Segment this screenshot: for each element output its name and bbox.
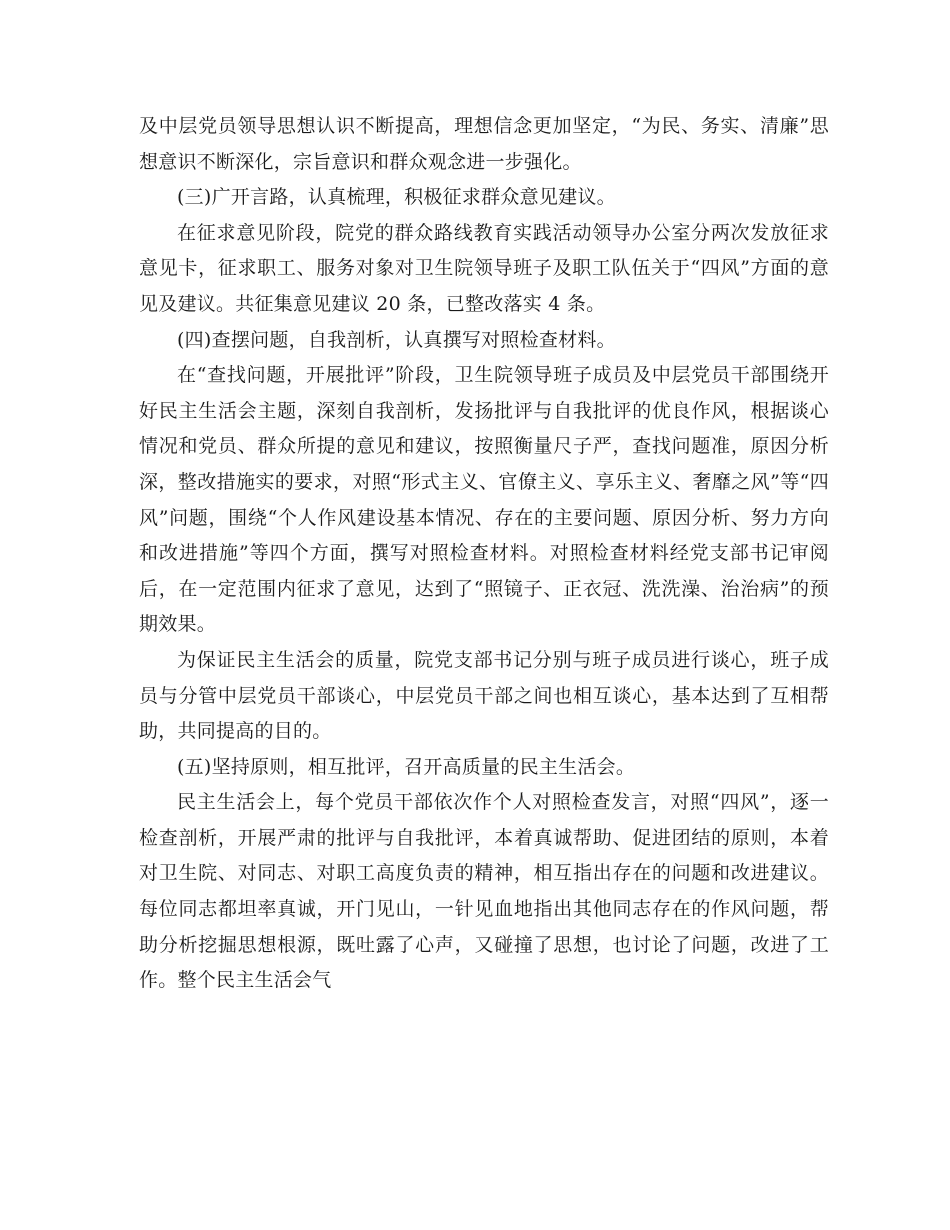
section-heading-4: (四)查摆问题，自我剖析，认真撰写对照检查材料。: [177, 328, 616, 351]
paragraph-solicit-opinions: 在征求意见阶段，院党的群众路线教育实践活动领导办公室分两次发放征求意见卡，征求职工、服务对象对卫生院领导班子及职工队伍关于“四风”方面的意见及建议。共征集意见建议 20 条，已整改落实 4 条。: [139, 221, 829, 315]
section-heading-5: (五)坚持原则，相互批评，召开高质量的民主生活会。: [177, 755, 636, 778]
document-body: [139, 109, 829, 999]
paragraph-continuation: 及中层党员领导思想认识不断提高，理想信念更加坚定，“为民、务实、清廉”思想意识不断深化，宗旨意识和群众观念进一步强化。: [139, 115, 829, 173]
paragraph-heart-talks: 为保证民主生活会的质量，院党支部书记分别与班子成员进行谈心，班子成员与分管中层党员干部谈心，中层党员干部之间也相互谈心，基本达到了互相帮助，共同提高的目的。: [139, 648, 829, 743]
paragraph-self-analysis: 在“查找问题，开展批评”阶段，卫生院领导班子成员及中层党员干部围绕开好民主生活会主题，深刻自我剖析，发扬批评与自我批评的优良作风，根据谈心情况和党员、群众所提的意见和建议，按照衡量尺子严，查找问题准，原因分析深，整改措施实的要求，对照“形式主义、官僚主义、享乐主义、奢靡之风”等“四风”问题，围绕“个人作风建设基本情况、存在的主要问题、原因分析、努力方向和改进措施”等四个方面，撰写对照检查材料。对照检查材料经党支部书记审阅后，在一定范围内征求了意见，达到了“照镜子、正衣冠、洗洗澡、治治病”的预期效果。: [139, 364, 829, 636]
paragraph-democratic-meeting: 民主生活会上，每个党员干部依次作个人对照检查发言，对照“四风”，逐一检查剖析，开展严肃的批评与自我批评，本着真诚帮助、促进团结的原则，本着对卫生院、对同志、对职工高度负责的精神，相互指出存在的问题和改进建议。每位同志都坦率真诚，开门见山，一针见血地指出其他同志存在的作风问题，帮助分析挖掘思想根源，既吐露了心声，又碰撞了思想，也讨论了问题，改进了工作。整个民主生活会气: [139, 791, 829, 992]
section-heading-3: (三)广开言路，认真梳理，积极征求群众意见建议。: [177, 186, 616, 209]
